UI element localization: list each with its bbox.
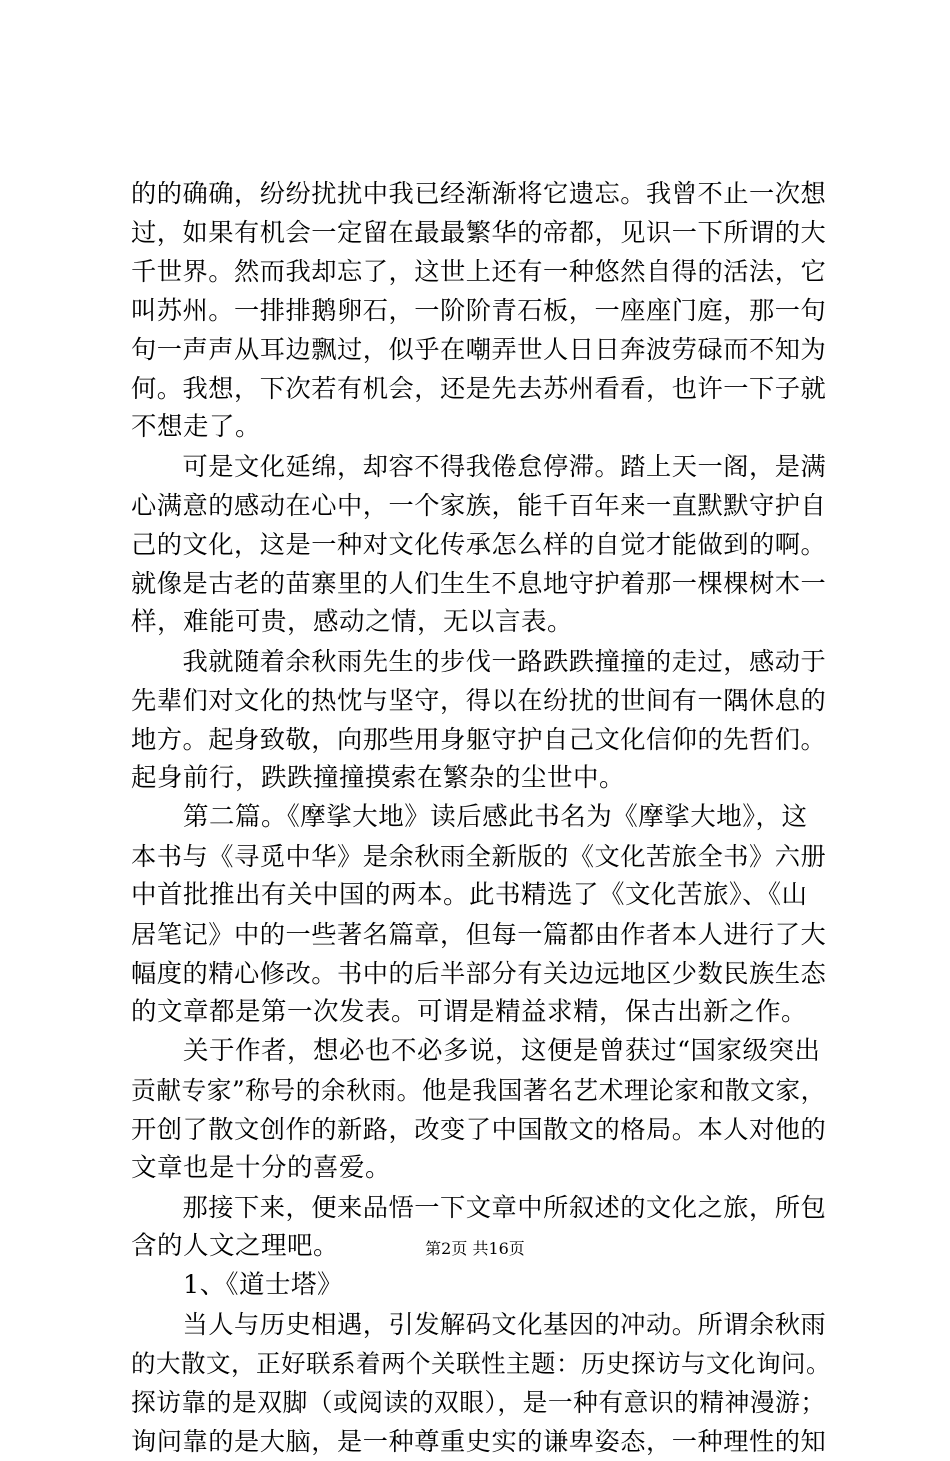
text-line: 居笔记》中的一些著名篇章，但每一篇都由作者本人进行了大 <box>131 920 827 949</box>
text-line: 地方。起身致敬，向那些用身躯守护自己文化信仰的先哲们。 <box>131 725 827 754</box>
text-line: 那接下来，便来品悟一下文章中所叙述的文化之旅，所包 <box>131 1193 827 1222</box>
text-line: 我就随着余秋雨先生的步伐一路跌跌撞撞的走过，感动于 <box>131 647 827 676</box>
text-line: 询问靠的是大脑，是一种尊重史实的谦卑姿态，一种理性的知 <box>131 1427 827 1456</box>
page-footer: 第2页 共16页 <box>425 1239 525 1258</box>
text-line: 心满意的感动在心中，一个家族，能千百年来一直默默守护自 <box>131 491 827 520</box>
text-line: 己的文化，这是一种对文化传承怎么样的自觉才能做到的啊。 <box>131 530 827 559</box>
text-line: 本书与《寻觅中华》是余秋雨全新版的《文化苦旅全书》六册 <box>131 842 827 871</box>
text-line: 开创了散文创作的新路，改变了中国散文的格局。本人对他的 <box>131 1115 827 1144</box>
text-line: 句一声声从耳边飘过，似乎在嘲弄世人日日奔波劳碌而不知为 <box>131 335 827 364</box>
text-line: 何。我想，下次若有机会，还是先去苏州看看，也许一下子就 <box>131 374 827 403</box>
text-line: 第二篇。《摩挲大地》读后感此书名为《摩挲大地》，这 <box>131 802 808 832</box>
text-line: 就像是古老的苗寨里的人们生生不息地守护着那一棵棵树木一 <box>131 569 827 598</box>
text-line: 当人与历史相遇，引发解码文化基因的冲动。所谓余秋雨 <box>131 1310 827 1339</box>
text-line: 关于作者，想必也不必多说，这便是曾获过“国家级突出 <box>131 1036 821 1066</box>
text-line: 叫苏州。一排排鹅卵石，一阶阶青石板，一座座门庭，那一句 <box>131 296 827 325</box>
text-line: 样，难能可贵，感动之情，无以言表。 <box>131 607 574 637</box>
text-line: 的文章都是第一次发表。可谓是精益求精，保古出新之作。 <box>131 997 808 1027</box>
text-line: 贡献专家”称号的余秋雨。他是我国著名艺术理论家和散文家， <box>131 1076 826 1105</box>
text-line: 文章也是十分的喜爱。 <box>131 1153 392 1183</box>
text-line: 的的确确，纷纷扰扰中我已经渐渐将它遗忘。我曾不止一次想 <box>131 179 827 208</box>
body-text <box>131 174 831 1461</box>
text-line: 中首批推出有关中国的两本。此书精选了《文化苦旅》、《山 <box>131 880 808 910</box>
text-line: 可是文化延绵，却容不得我倦怠停滞。踏上天一阁，是满 <box>131 452 827 481</box>
text-line: 先辈们对文化的热忱与坚守，得以在纷扰的世间有一隅休息的 <box>131 686 827 715</box>
text-line: 1、《道士塔》 <box>131 1270 343 1300</box>
text-line: 探访靠的是双脚（或阅读的双眼），是一种有意识的精神漫游； <box>131 1388 826 1417</box>
text-line: 不想走了。 <box>131 412 262 442</box>
text-line: 的大散文，正好联系着两个关联性主题：历史探访与文化询问。 <box>131 1349 831 1378</box>
text-line: 幅度的精心修改。书中的后半部分有关边远地区少数民族生态 <box>131 959 827 988</box>
text-line: 含的人文之理吧。 <box>131 1231 340 1261</box>
text-line: 起身前行，跌跌撞撞摸索在繁杂的尘世中。 <box>131 763 626 793</box>
text-line: 千世界。然而我却忘了，这世上还有一种悠然自得的活法，它 <box>131 257 827 286</box>
text-line: 过，如果有机会一定留在最最繁华的帝都，见识一下所谓的大 <box>131 218 827 247</box>
